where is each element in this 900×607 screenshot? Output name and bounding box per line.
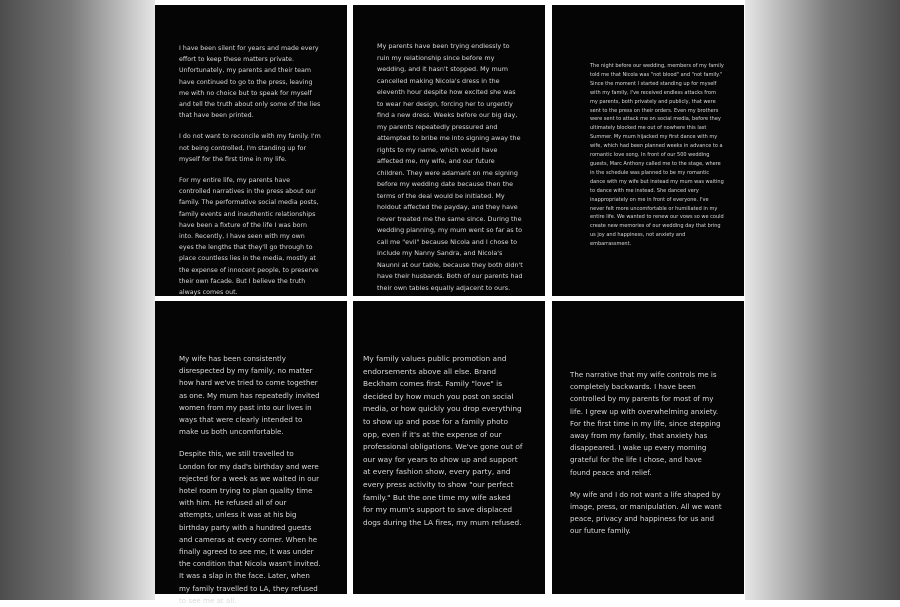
- panel-paragraph: For my entire life, my parents have controlled narratives in the press about our family. The performative social media posts, family events and inauthentic relationships have been a fixture of the life I was born into. Recently, I have seen with my own eyes the lengths that they'll go through to place countless lies in the media, mostly at the expense of innocent people, to preserve their own facade. But I believe the truth always comes out.: [179, 177, 321, 297]
- panel-paragraph: My family values public promotion and endorsements above all else. Brand Beckham comes first. Family "love" is decided by how much you post on social media, or how quickly you drop everything to show up and pose for a family photo opp, even if it's at the expense of our professional obligations. We've gone out of our way for years to show up and support at every fashion show, every party, and every press activity to show "our perfect family." But the one time my wife asked for my mum's support to save displaced dogs during the LA fires, my mum refused.: [363, 354, 525, 527]
- panel-paragraph: Despite this, we still travelled to London for my dad's birthday and were rejected for a week as we waited in our hotel room trying to plan quality time with him. He refused all of our attempts, unless it was at his big birthday party with a hundred guests and cameras at every corner. When he finally agreed to see me, it was under the condition that Nicola wasn't invited. It was a slap in the face. Later, when my family travelled to LA, they refused to see me at all.: [179, 449, 323, 605]
- story-panel-5: [353, 301, 545, 594]
- panel-paragraph: I do not want to reconcile with my family. I'm not being controlled, I'm standing up for myself for the first time in my life.: [179, 133, 323, 163]
- story-panel-6: [552, 301, 744, 594]
- panel-paragraph: My wife and I do not want a life shaped by image, press, or manipulation. All we want peace, privacy and happiness for us and our future family.: [570, 489, 724, 536]
- story-panel-2: [353, 5, 545, 296]
- panel-paragraph: The night before our wedding, members of my family told me that Nicola was "not blood" and "not family." Since the moment I started standing up for myself with my family, I've received endless attacks from my parents, both privately and publicly, that were sent to the press on their orders. Even my brothers were sent to attack me on social media, before they ultimately blocked me out of nowhere this last Summer. My mum hijacked my first dance with my wife, which had been planned weeks in advance to a romantic love song. In front of our 500 wedding guests, Marc Anthony called me to the stage, where in the schedule was planned to be my romantic dance with my wife but instead my mum was waiting to dance with me instead. She danced very inappropriately on me in front of everyone. I've never felt more uncomfortable or humiliated in my entire life. We wanted to renew our vows so we could create new memories of our wedding day that bring us joy and happiness, not anxiety and embarrassment.: [590, 63, 726, 248]
- panel-paragraph: I have been silent for years and made every effort to keep these matters private. Unfortunately, my parents and their team have continued to go to the press, leaving me with no choice but to speak for myself and tell the truth about only some of the lies that have been printed.: [179, 45, 323, 120]
- story-panel-1: [155, 5, 347, 296]
- left-blurred-edge: [0, 0, 155, 600]
- panel-paragraph: My parents have been trying endlessly to ruin my relationship since before my wedding, and it hasn't stopped. My mum cancelled making Nicola's dress in the eleventh hour despite how excited she was to wear her design, forcing her to urgently find a new dress. Weeks before our big day, my parents repeatedly pressured and attempted to bribe me into signing away the rights to my name, which would have affected me, my wife, and our future children. They were adamant on me signing before my wedding date because then the terms of the deal would be initiated. My holdout affected the payday, and they have never treated me the same since. During the wedding planning, my mum went so far as to call me "evil" because Nicola and I chose to include my Nanny Sandra, and Nicola's Naunni at our table, because they both didn't have their husbands. Both of our parents had their own tables equally adjacent to ours.: [377, 42, 525, 292]
- right-blurred-edge: [745, 0, 900, 600]
- panel-paragraph: The narrative that my wife controls me is completely backwards. I have been controlled by my parents for most of my life. I grew up with overwhelming anxiety. For the first time in my life, since stepping away from my family, that anxiety has disappeared. I wake up every morning grateful for the life I chose, and have found peace and relief.: [570, 370, 723, 477]
- panel-paragraph: My wife has been consistently disrespected by my family, no matter how hard we've tried to come together as one. My mum has repeatedly invited women from my past into our lives in ways that were clearly intended to make us both uncomfortable.: [179, 354, 322, 437]
- story-panel-4: [155, 301, 347, 605]
- story-panel-3: [552, 5, 744, 296]
